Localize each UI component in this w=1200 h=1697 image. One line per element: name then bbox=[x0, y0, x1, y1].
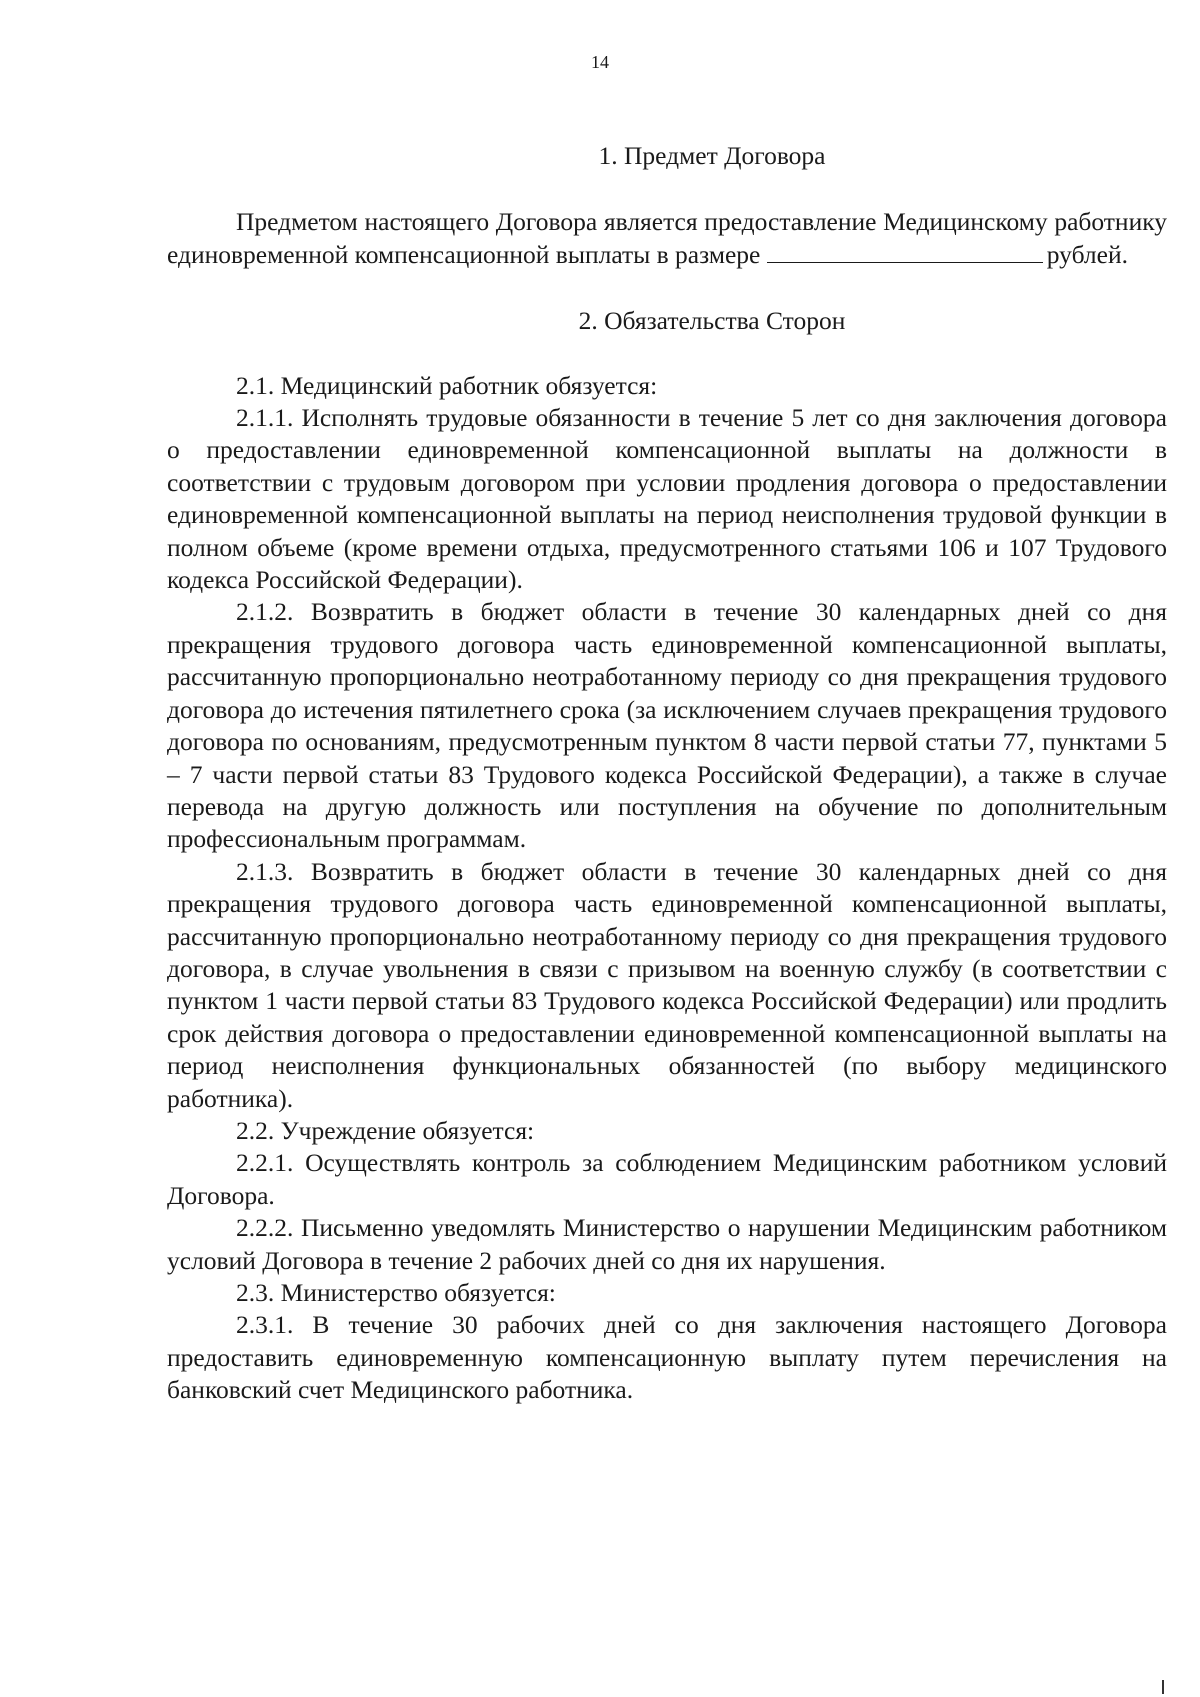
clause-2-1: 2.1. Медицинский работник обязуется: bbox=[236, 370, 658, 400]
clause-2-3: 2.3. Министерство обязуется: bbox=[236, 1278, 556, 1307]
page-number: 14 bbox=[591, 52, 609, 72]
section-1-text: Предметом настоящего Договора является предоставление Медицинскому работнику единовременной компенсационной выплаты в размере bbox=[167, 207, 1167, 269]
section-2-heading: 2. Обязательства Сторон bbox=[578, 306, 846, 336]
clause-2-2-1: 2.2.1. Осуществлять контроль за соблюдением Медицинским работником условий Договора. bbox=[167, 1148, 1167, 1210]
clause-2-2: 2.2. Учреждение обязуется: bbox=[236, 1115, 535, 1145]
amount-blank-field bbox=[767, 240, 1043, 263]
clause-2-1-2: 2.1.2. Возвратить в бюджет области в течение 30 календарных дней со дня прекращения трудового договора часть единовременной компенсационной выплаты, рассчитанную пропорционально неотработанному периоду со дня прекращения трудового договора до истечения пятилетнего срока (за исключением случаев прекращения трудового договора по основаниям, предусмотренным пунктом 8 части первой статьи 77, пунктами 5 – 7 части первой статьи 83 Трудового кодекса Российской Федерации), а также в случае перевода на другую должность или поступления на обучение по дополнительным профессиональным программам. bbox=[167, 597, 1167, 854]
clause-2-1-3: 2.1.3. Возвратить в бюджет области в течение 30 календарных дней со дня прекращения трудового договора часть единовременной компенсационной выплаты, рассчитанную пропорционально неотработанному периоду со дня прекращения трудового договора, в случае увольнения в связи с призывом на военную службу (в соответствии с пунктом 1 части первой статьи 83 Трудового кодекса Российской Федерации) или продлить срок действия договора о предоставлении единовременной компенсационной выплаты на период неисполнения функциональных обязанностей (по выбору медицинского работника). bbox=[167, 856, 1167, 1113]
clause-2-3-1: 2.3.1. В течение 30 рабочих дней со дня заключения настоящего Договора предоставить единовременную компенсационную выплату путем перечисления на банковский счет Медицинского работника. bbox=[167, 1310, 1167, 1405]
clause-2-2-2: 2.2.2. Письменно уведомлять Министерство о нарушении Медицинским работником условий Договора в течение 2 рабочих дней со дня их нарушения. bbox=[167, 1213, 1167, 1275]
clause-2-1-1: 2.1.1. Исполнять трудовые обязанности в течение 5 лет со дня заключения договора о предоставлении единовременной компенсационной выплаты на должности в соответствии с трудовым договором при условии продления договора о предоставлении единовременной компенсационной выплаты на период неисполнения трудовой функции в полном объеме (кроме времени отдыха, предусмотренного статьями 106 и 107 Трудового кодекса Российской Федерации). bbox=[167, 403, 1167, 595]
section-1-suffix: рублей. bbox=[1046, 239, 1128, 269]
scan-mark bbox=[1162, 1680, 1164, 1694]
section-1-heading: 1. Предмет Договора bbox=[598, 141, 826, 170]
section-1-paragraph bbox=[167, 206, 1167, 271]
document-body bbox=[167, 140, 1167, 1407]
